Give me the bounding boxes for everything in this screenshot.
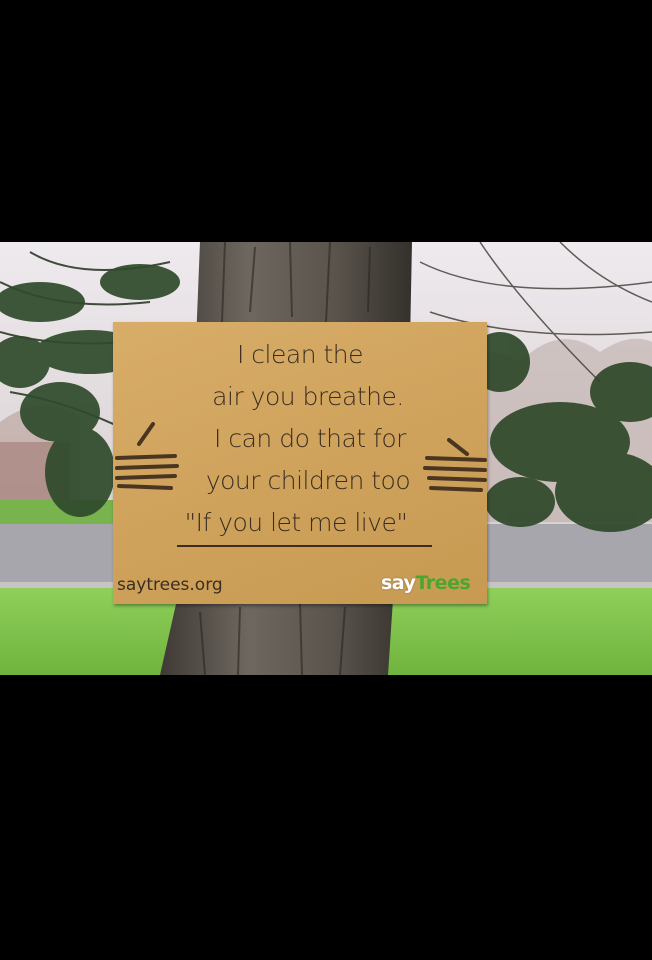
website-url: saytrees.org (117, 575, 223, 595)
sign-line-1: I clean the (236, 340, 364, 369)
saytrees-logo (381, 572, 470, 594)
sign-line-5: "If you let me live" (184, 508, 408, 537)
logo-trees: Trees (415, 572, 471, 594)
sign-line-3: I can do that for (214, 424, 406, 453)
left-twig-hand-icon (113, 422, 183, 502)
logo-say: say (381, 572, 416, 594)
sign-line-2: air you breathe. (212, 382, 404, 411)
sign-underline (177, 545, 432, 547)
cardboard-sign (113, 322, 487, 604)
right-twig-hand-icon (423, 436, 487, 506)
sign-line-4: your children too (205, 466, 411, 495)
